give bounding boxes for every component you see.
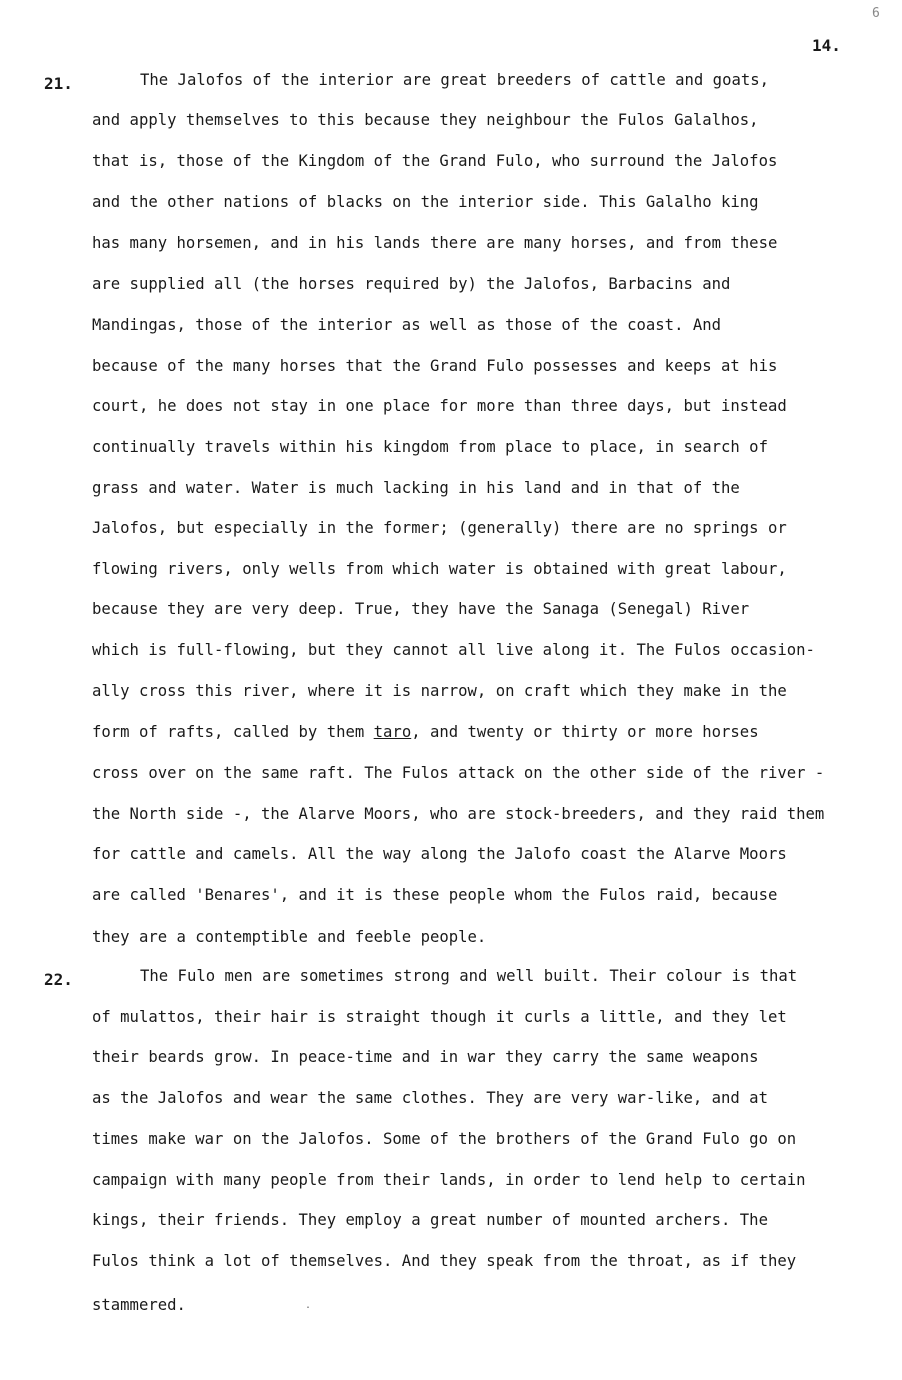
paragraph-number: 21.	[44, 74, 73, 93]
text-line: because they are very deep. True, they have the Sanaga (Senegal) River	[92, 600, 750, 618]
text-line: for cattle and camels. All the way along the Jalofo coast the Alarve Moors	[92, 845, 787, 863]
stray-mark: .	[305, 1300, 312, 1311]
text-line: cross over on the same raft. The Fulos attack on the other side of the river -	[92, 764, 825, 782]
text-line: grass and water. Water is much lacking in his land and in that of the	[92, 479, 740, 497]
text-line: are supplied all (the horses required by) the Jalofos, Barbacins and	[92, 275, 731, 293]
text-line: of mulattos, their hair is straight though it curls a little, and they let	[92, 1008, 787, 1026]
text-line: and the other nations of blacks on the interior side. This Galalho king	[92, 193, 759, 211]
page-number: 14.	[812, 36, 841, 55]
text-line: Fulos think a lot of themselves. And they speak from the throat, as if they	[92, 1252, 797, 1270]
text-line: court, he does not stay in one place for more than three days, but instead	[92, 397, 787, 415]
text-line: The Jalofos of the interior are great breeders of cattle and goats,	[140, 71, 770, 89]
corner-mark: 6	[872, 6, 880, 21]
text-line: The Fulo men are sometimes strong and well built. Their colour is that	[140, 967, 798, 985]
underlined-word: taro	[373, 723, 412, 741]
text-line: Mandingas, those of the interior as well as those of the coast. And	[92, 316, 722, 334]
text-line: flowing rivers, only wells from which water is obtained with great labour,	[92, 560, 787, 578]
text-line: has many horsemen, and in his lands there are many horses, and from these	[92, 234, 778, 252]
text-line: form of rafts, called by them taro, and twenty or thirty or more horses	[92, 723, 759, 741]
text-line: campaign with many people from their lands, in order to lend help to certain	[92, 1171, 806, 1189]
text-line: the North side -, the Alarve Moors, who are stock-breeders, and they raid them	[92, 805, 825, 823]
text-line: they are a contemptible and feeble people.	[92, 928, 487, 946]
text-line: stammered.	[92, 1296, 186, 1314]
text-line: Jalofos, but especially in the former; (generally) there are no springs or	[92, 519, 787, 537]
text-line: kings, their friends. They employ a great number of mounted archers. The	[92, 1211, 768, 1229]
text-line: continually travels within his kingdom from place to place, in search of	[92, 438, 768, 456]
text-line: their beards grow. In peace-time and in war they carry the same weapons	[92, 1048, 759, 1066]
text-line: that is, those of the Kingdom of the Grand Fulo, who surround the Jalofos	[92, 152, 778, 170]
text-line: are called 'Benares', and it is these people whom the Fulos raid, because	[92, 886, 778, 904]
text-line: and apply themselves to this because they neighbour the Fulos Galalhos,	[92, 111, 759, 129]
text-line: ally cross this river, where it is narrow, on craft which they make in the	[92, 682, 787, 700]
text-line: because of the many horses that the Grand Fulo possesses and keeps at his	[92, 357, 778, 375]
text-line: times make war on the Jalofos. Some of the brothers of the Grand Fulo go on	[92, 1130, 797, 1148]
text-line: which is full-flowing, but they cannot all live along it. The Fulos occasion-	[92, 641, 815, 659]
paragraph-number: 22.	[44, 970, 73, 989]
text-line: as the Jalofos and wear the same clothes. They are very war-like, and at	[92, 1089, 768, 1107]
